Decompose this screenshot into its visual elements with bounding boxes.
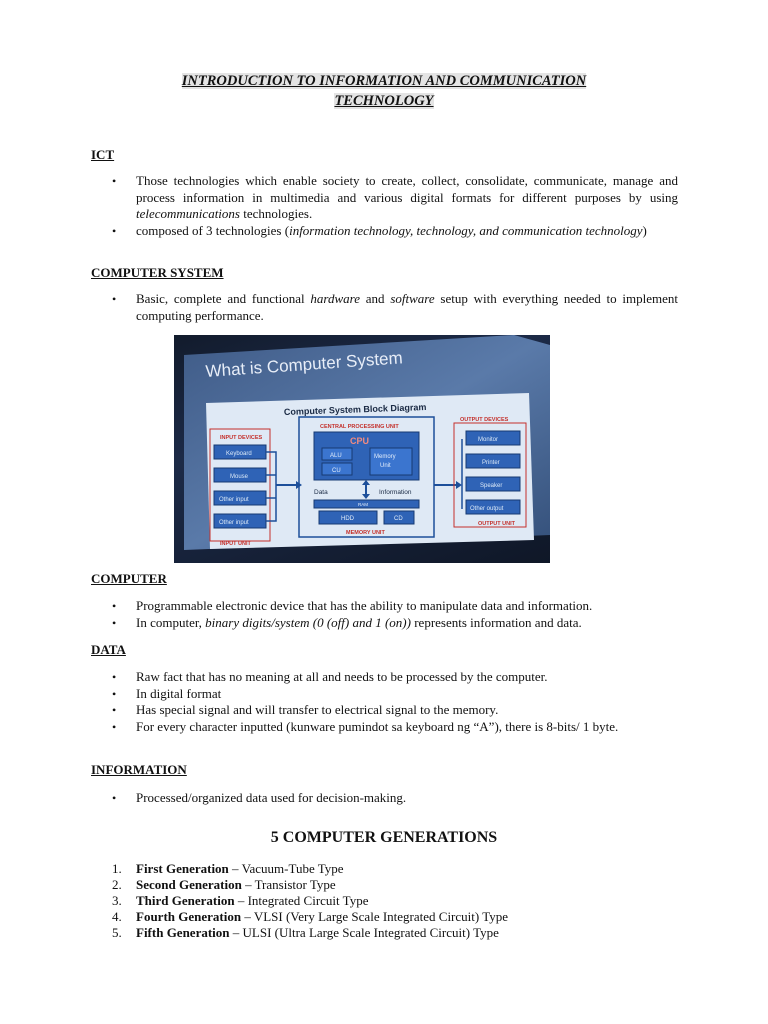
- list-item: 1. First Generation – Vacuum-Tube Type: [112, 861, 344, 876]
- output-unit-label: OUTPUT UNIT: [478, 521, 515, 527]
- computer-system-photo: [174, 335, 550, 563]
- list-item: 5. Fifth Generation – ULSI (Ultra Large Scale Integrated Circuit) Type: [112, 925, 499, 940]
- list-item: • Processed/organized data used for decision-making.: [112, 790, 678, 807]
- list-item: • Those technologies which enable society to create, collect, consolidate, communicate, manage and process information in multimedia and various digital formats for different purposes by using telecommunications technologies.: [112, 173, 678, 223]
- input-other-2: Other input: [219, 520, 249, 526]
- ict-list: [112, 173, 678, 239]
- cpu-text: CPU: [350, 436, 370, 446]
- input-keyboard: Keyboard: [226, 451, 252, 457]
- list-item: 3. Third Generation – Integrated Circuit Type: [112, 893, 369, 908]
- title-line-2: TECHNOLOGY: [334, 93, 434, 109]
- cu-text: CU: [332, 468, 341, 474]
- output-printer: Printer: [482, 460, 500, 466]
- list-item: 4. Fourth Generation – VLSI (Very Large Scale Integrated Circuit) Type: [112, 909, 509, 924]
- alu-text: ALU: [330, 453, 342, 459]
- input-other-1: Other input: [219, 497, 249, 503]
- ict-heading: ICT: [91, 147, 115, 162]
- list-item: • Basic, complete and functional hardware and software setup with everything needed to implement computing performance.: [112, 291, 678, 324]
- list-item: • Has special signal and will transfer to electrical signal to the memory.: [112, 702, 678, 719]
- data-heading: DATA: [91, 642, 126, 657]
- list-item: 2. Second Generation – Transistor Type: [112, 877, 336, 892]
- computer-list: [112, 598, 678, 631]
- output-speaker: Speaker: [480, 483, 503, 489]
- cpu-label: CENTRAL PROCESSING UNIT: [320, 424, 399, 430]
- list-item: • Raw fact that has no meaning at all and needs to be processed by the computer.: [112, 669, 678, 686]
- information-text: Information: [379, 489, 412, 496]
- computer-system-list: [112, 291, 678, 324]
- title-line-1: INTRODUCTION TO INFORMATION AND COMMUNICATION: [181, 73, 587, 89]
- list-item: • Programmable electronic device that has the ability to manipulate data and information.: [112, 598, 678, 615]
- memory-unit-label: MEMORY UNIT: [346, 530, 385, 536]
- output-other: Other output: [470, 506, 504, 512]
- input-mouse: Mouse: [230, 474, 249, 480]
- output-devices-label: OUTPUT DEVICES: [460, 417, 509, 423]
- generations-heading: 5 COMPUTER GENERATIONS: [270, 829, 498, 846]
- output-monitor: Monitor: [478, 437, 499, 443]
- cd-text: CD: [394, 516, 403, 522]
- memory-unit-text: Unit: [380, 463, 391, 469]
- list-item: • In computer, binary digits/system (0 (off) and 1 (on)) represents information and data.: [112, 615, 678, 632]
- data-text: Data: [314, 489, 328, 496]
- data-list: [112, 669, 678, 735]
- list-item: • For every character inputted (kunware pumindot sa keyboard ng “A”), there is 8-bits/ 1 byte.: [112, 719, 678, 736]
- computer-system-heading: COMPUTER SYSTEM: [91, 265, 224, 280]
- input-unit-label: INPUT UNIT: [220, 541, 251, 547]
- information-heading: INFORMATION: [91, 762, 187, 777]
- diagram-title: Computer System Block Diagram: [283, 402, 427, 417]
- input-devices-label: INPUT DEVICES: [220, 435, 263, 441]
- ram-text: RAM: [358, 502, 368, 507]
- list-item: • composed of 3 technologies (information technology, technology, and communication technology): [112, 223, 678, 240]
- computer-heading: COMPUTER: [91, 571, 167, 586]
- memory-text: Memory: [374, 454, 396, 460]
- hdd-text: HDD: [341, 516, 354, 522]
- generations-list: [112, 861, 508, 941]
- list-item: • In digital format: [112, 686, 678, 703]
- information-list: [112, 790, 678, 807]
- document-title: [90, 71, 678, 111]
- slide-title: What is Computer System: [204, 348, 404, 381]
